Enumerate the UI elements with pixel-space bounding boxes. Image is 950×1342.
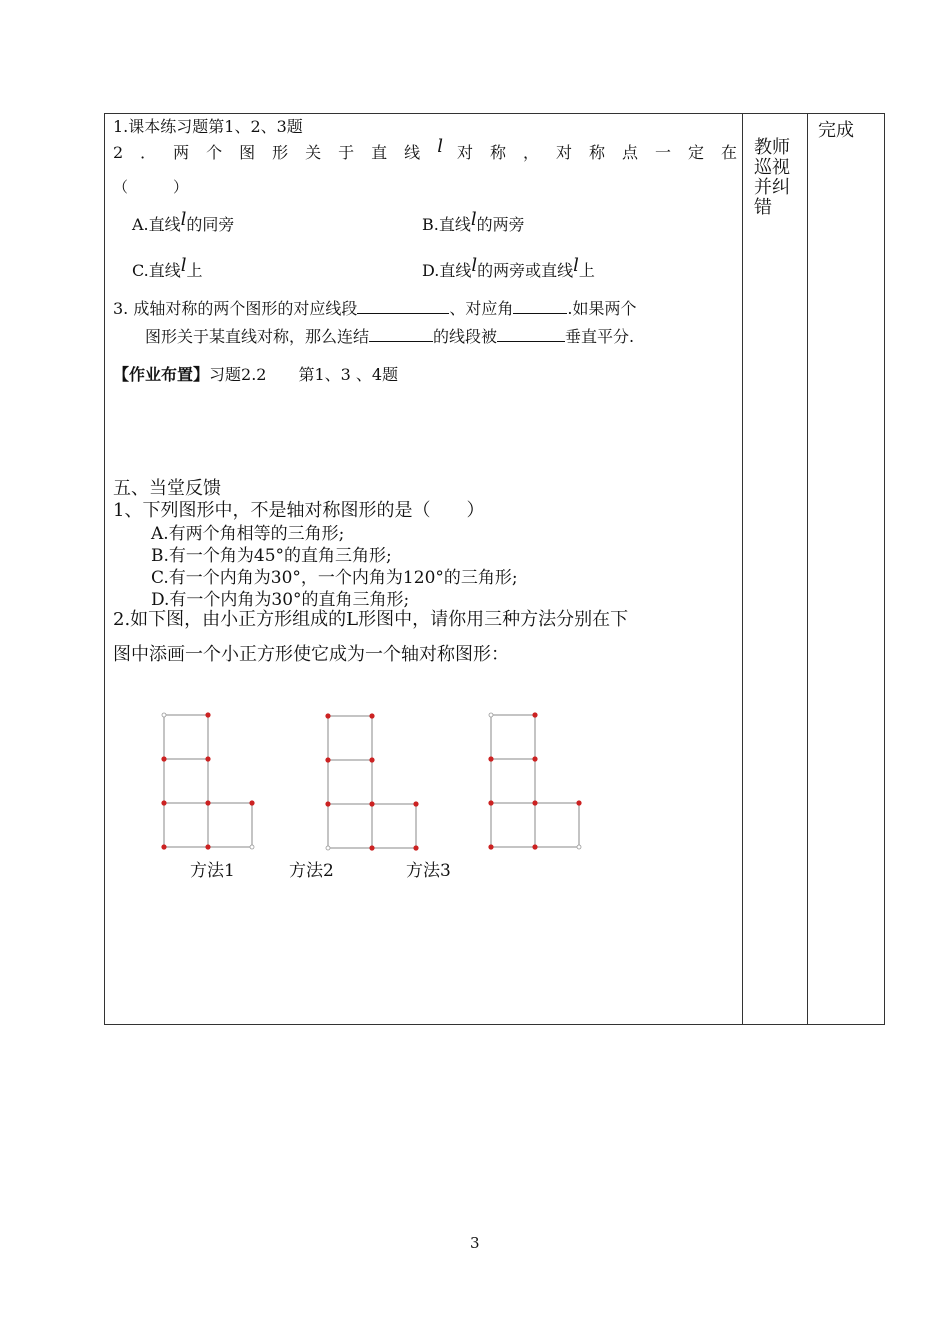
homework-label: 【作业布置】 bbox=[113, 365, 210, 384]
grid-point bbox=[162, 801, 166, 805]
grid-point bbox=[533, 801, 537, 805]
l-shape-figure-method-3 bbox=[489, 713, 581, 849]
grid-point bbox=[370, 802, 374, 806]
grid-point bbox=[489, 713, 493, 717]
grid-square bbox=[208, 803, 252, 847]
grid-point bbox=[206, 845, 210, 849]
exercise-item-3-line-2: 图形关于某直线对称，那么连结 的线段被 垂直平分. bbox=[145, 327, 635, 346]
feedback-option-c: C.有一个内角为30°，一个内角为120°的三角形; bbox=[151, 568, 518, 588]
grid-point bbox=[370, 714, 374, 718]
grid-point bbox=[162, 845, 166, 849]
grid-point bbox=[577, 845, 581, 849]
feedback-option-a: A.有两个角相等的三角形; bbox=[151, 524, 345, 544]
grid-square bbox=[328, 716, 372, 760]
grid-point bbox=[577, 801, 581, 805]
grid-square bbox=[164, 715, 208, 759]
grid-point bbox=[206, 801, 210, 805]
option-b: B.直线l的两旁 bbox=[422, 209, 525, 234]
grid-point bbox=[533, 757, 537, 761]
grid-point bbox=[326, 714, 330, 718]
grid-point bbox=[414, 846, 418, 850]
option-a: A.直线l的同旁 bbox=[132, 209, 235, 234]
grid-point bbox=[206, 713, 210, 717]
feedback-heading: 五、当堂反馈 bbox=[113, 478, 221, 499]
grid-square bbox=[372, 804, 416, 848]
grid-point bbox=[250, 845, 254, 849]
grid-point bbox=[370, 846, 374, 850]
grid-point bbox=[533, 845, 537, 849]
method-1-label: 方法1 bbox=[190, 861, 235, 881]
grid-point bbox=[326, 758, 330, 762]
grid-point bbox=[533, 713, 537, 717]
feedback-question-1: 1、下列图形中，不是轴对称图形的是（ ） bbox=[113, 500, 485, 521]
feedback-question-2-line-2: 图中添画一个小正方形使它成为一个轴对称图形： bbox=[113, 644, 509, 665]
exercise-item-3: 3. 成轴对称的两个图形的对应线段 、对应角 .如果两个 bbox=[113, 299, 637, 318]
grid-point bbox=[489, 845, 493, 849]
grid-square bbox=[164, 803, 208, 847]
grid-point bbox=[326, 802, 330, 806]
grid-point bbox=[370, 758, 374, 762]
grid-point bbox=[489, 757, 493, 761]
grid-point bbox=[250, 801, 254, 805]
l-shape-figure-method-2 bbox=[326, 714, 418, 850]
exercise-item-1: 1.课本练习题第1、2、3题 bbox=[113, 117, 303, 136]
grid-square bbox=[491, 803, 535, 847]
method-2-label: 方法2 bbox=[289, 861, 334, 881]
homework-text: 习题2.2 第1、3 、4题 bbox=[209, 365, 399, 384]
feedback-option-d: D.有一个内角为30°的直角三角形; bbox=[151, 590, 410, 610]
grid-point bbox=[206, 757, 210, 761]
page-number: 3 bbox=[470, 1234, 480, 1252]
grid-square bbox=[164, 759, 208, 803]
grid-point bbox=[414, 802, 418, 806]
grid-square bbox=[491, 759, 535, 803]
completion-cell: 完成 bbox=[818, 120, 854, 141]
exercise-item-2-paren: （ ） bbox=[113, 178, 189, 196]
option-c: C.直线l上 bbox=[132, 255, 203, 280]
grid-square bbox=[328, 804, 372, 848]
option-d: D.直线l的两旁或直线l上 bbox=[422, 255, 595, 280]
feedback-question-2-line-1: 2.如下图，由小正方形组成的L形图中，请你用三种方法分别在下 bbox=[113, 609, 629, 630]
grid-point bbox=[489, 801, 493, 805]
grid-square bbox=[328, 760, 372, 804]
grid-point bbox=[326, 846, 330, 850]
grid-point bbox=[162, 713, 166, 717]
grid-square bbox=[535, 803, 579, 847]
grid-square bbox=[491, 715, 535, 759]
l-shape-figure-method-1 bbox=[162, 713, 254, 849]
exercise-item-2: 2．两个图形关于直线l 对称，对称点一定在 bbox=[113, 136, 754, 162]
method-3-label: 方法3 bbox=[406, 861, 451, 881]
feedback-option-b: B.有一个角为45°的直角三角形; bbox=[151, 546, 392, 566]
grid-point bbox=[162, 757, 166, 761]
teacher-action-cell: 教师巡视并纠错 bbox=[754, 137, 790, 218]
